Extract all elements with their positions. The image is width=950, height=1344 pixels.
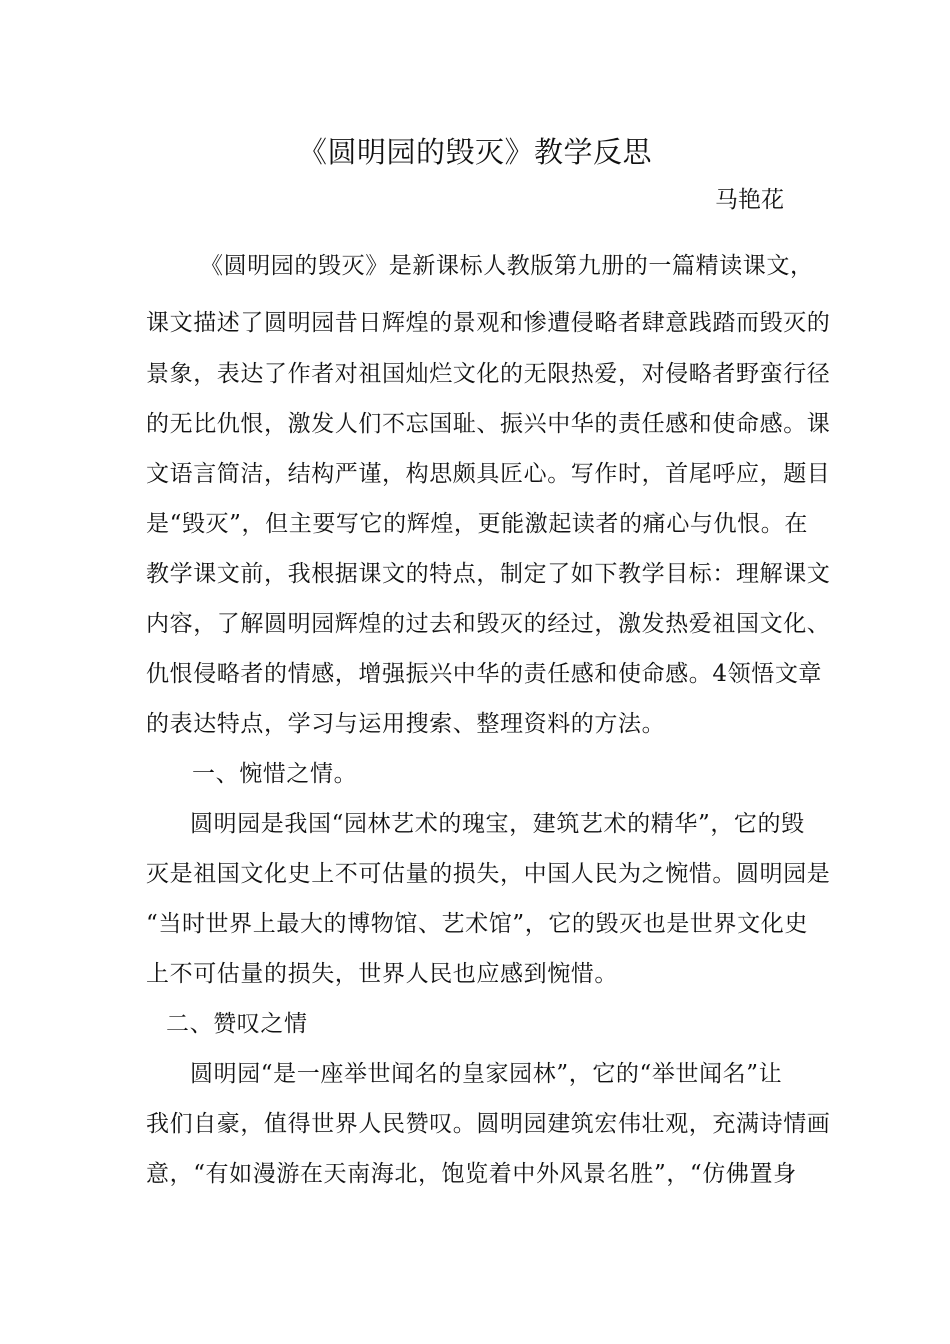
intro-line: 教学课文前，我根据课文的特点，制定了如下教学目标：理解课文 — [146, 561, 831, 587]
author-name: 马艳花 — [715, 187, 784, 213]
section-paragraph-line: 意，“有如漫游在天南海北，饱览着中外风景名胜”，“仿佛置身 — [146, 1161, 797, 1187]
intro-line: 课文描述了圆明园昔日辉煌的景观和惨遭侵略者肆意践踏而毁灭的 — [146, 310, 831, 336]
section-paragraph-line: 上不可估量的损失，世界人民也应感到惋惜。 — [146, 961, 618, 987]
intro-line: 的表达特点，学习与运用搜索、整理资料的方法。 — [146, 711, 666, 737]
intro-line: 的无比仇恨，激发人们不忘国耻、振兴中华的责任感和使命感。课 — [146, 411, 831, 437]
section-heading: 一、惋惜之情。 — [192, 761, 358, 787]
section-heading: 二、赞叹之情 — [166, 1011, 308, 1037]
intro-line: 《圆明园的毁灭》是新课标人教版第九册的一篇精读课文， — [200, 253, 814, 279]
section-paragraph-line: 我们自豪，值得世界人民赞叹。圆明园建筑宏伟壮观，充满诗情画 — [146, 1111, 831, 1137]
intro-line: 景象，表达了作者对祖国灿烂文化的无限热爱，对侵略者野蛮行径 — [146, 361, 831, 387]
section-paragraph-line: 圆明园“是一座举世闻名的皇家园林”，它的“举世闻名”让 — [190, 1061, 783, 1087]
document-title: 《圆明园的毁灭》教学反思 — [297, 135, 652, 169]
intro-line: 文语言简洁，结构严谨，构思颇具匠心。写作时，首尾呼应，题目 — [146, 461, 831, 487]
intro-line: 内容，了解圆明园辉煌的过去和毁灭的经过，激发热爱祖国文化、 — [146, 611, 831, 637]
intro-line: 仇恨侵略者的情感，增强振兴中华的责任感和使命感。4领悟文章 — [146, 661, 823, 687]
section-paragraph-line: 圆明园是我国“园林艺术的瑰宝，建筑艺术的精华”，它的毁 — [190, 811, 805, 837]
section-paragraph-line: 灭是祖国文化史上不可估量的损失，中国人民为之惋惜。圆明园是 — [146, 861, 831, 887]
section-paragraph-line: “当时世界上最大的博物馆、艺术馆”，它的毁灭也是世界文化史 — [146, 911, 808, 937]
intro-line: 是“毁灭”，但主要写它的辉煌，更能激起读者的痛心与仇恨。在 — [146, 511, 808, 537]
